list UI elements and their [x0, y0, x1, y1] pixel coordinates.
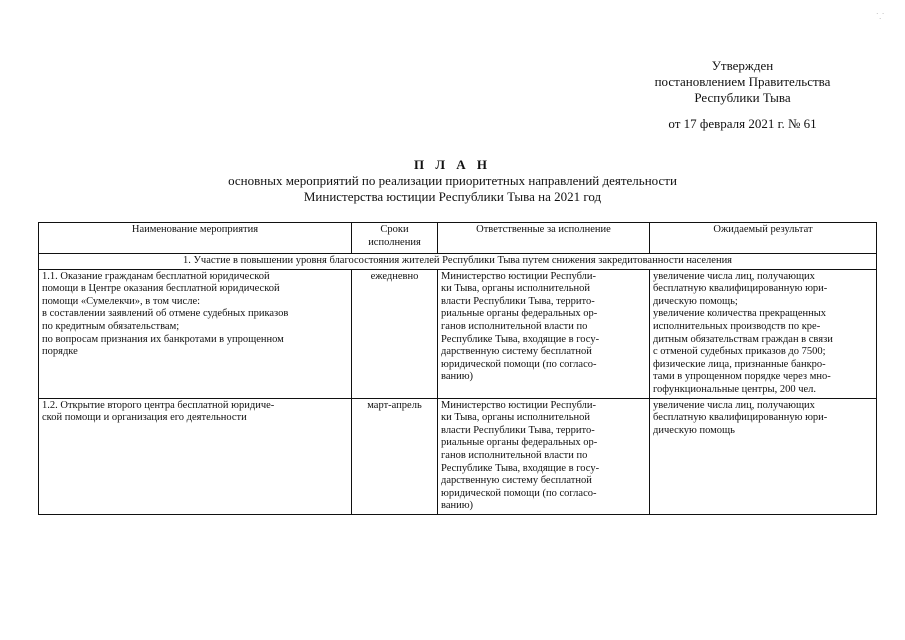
section-title: 1. Участие в повышении уровня благосостояния жителей Республики Тыва путем снижения закредитованности населения	[39, 254, 877, 270]
approval-date: от 17 февраля 2021 г. № 61	[668, 116, 817, 131]
header-activity: Наименование мероприятия	[39, 223, 352, 254]
document-heading	[0, 157, 905, 205]
header-result: Ожидаемый результат	[650, 223, 877, 254]
row-term: ежедневно	[352, 269, 438, 398]
document-subtitle-2: Министерства юстиции Республики Тыва на 2021 год	[303, 189, 602, 204]
row-activity: 1.2. Открытие второго центра бесплатной юридиче- ской помощи и организация его деятельности	[39, 398, 352, 514]
document-title: П Л А Н	[413, 157, 492, 172]
row-result: увеличение числа лиц, получающих бесплатную квалифицированную юри- дическую помощь; увеличение количества прекращенных исполнительных производств по кре- дитным обязательствам граждан в связи с отменой судебных приказов до 7500; физические лица, признанные банкро- тами в упрощенном порядке через мно- гофункциональные центры, 200 чел.	[650, 269, 877, 398]
row-term: март-апрель	[352, 398, 438, 514]
scan-speck: ˙ ̣ ˙	[876, 12, 885, 20]
approval-stamp	[620, 58, 865, 132]
header-term: Сроки исполнения	[352, 223, 438, 254]
row-responsible: Министерство юстиции Республи- ки Тыва, органы исполнительной власти Республики Тыва, террито- риальные органы федеральных ор- ганов исполнительной власти по Республике Тыва, входящие в госу- дарственную систему бесплатной юридической помощи (по согласо- ванию)	[438, 398, 650, 514]
document-subtitle-1: основных мероприятий по реализации приоритетных направлений деятельности	[228, 173, 677, 188]
row-responsible: Министерство юстиции Республи- ки Тыва, органы исполнительной власти Республики Тыва, террито- риальные органы федеральных ор- ганов исполнительной власти по Республике Тыва, входящие в госу- дарственную систему бесплатной юридической помощи (по согласо- ванию)	[438, 269, 650, 398]
approval-line-2: постановлением Правительства	[654, 74, 831, 89]
table-row	[39, 269, 877, 398]
section-row	[39, 254, 877, 270]
approval-line-3: Республики Тыва	[694, 90, 791, 105]
row-activity: 1.1. Оказание гражданам бесплатной юридической помощи в Центре оказания бесплатной юридической помощи «Сумелекчи», в том числе: в составлении заявлений об отмене судебных приказов по кредитным обязательствам; по вопросам признания их банкротами в упрощенном порядке	[39, 269, 352, 398]
table-row	[39, 398, 877, 514]
table-header-row	[39, 223, 877, 254]
approval-line-1: Утвержден	[711, 58, 774, 73]
plan-table	[38, 222, 877, 515]
row-result: увеличение числа лиц, получающих бесплатную квалифицированную юри- дическую помощь	[650, 398, 877, 514]
header-responsible: Ответственные за исполнение	[438, 223, 650, 254]
